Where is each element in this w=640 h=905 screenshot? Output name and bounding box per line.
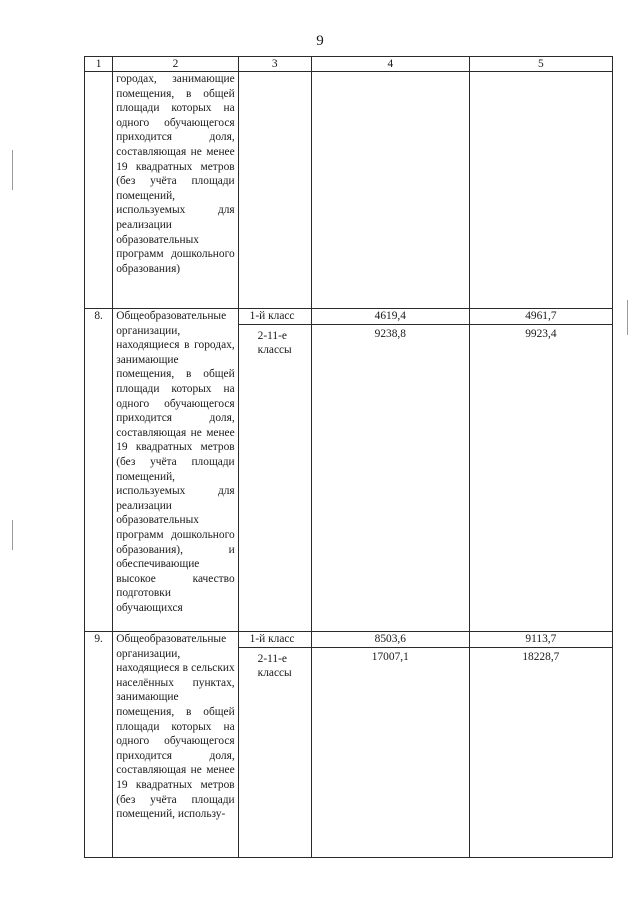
row-value-col4 xyxy=(311,309,469,632)
scan-edge-mark xyxy=(627,300,628,335)
row-description: Общеобразовательные организации, находящиеся в сельских населённых пунктах, занимающие помещения, в общей площади которых на одного обучающегося приходится доля, составляющая не менее 19 квадратных метров (без учёта площади помещений, использу- xyxy=(113,632,238,858)
value-other-classes: 17007,1 xyxy=(371,651,409,663)
value-first-class: 8503,6 xyxy=(312,632,469,648)
column-header-2: 2 xyxy=(113,57,238,72)
scan-edge-mark xyxy=(12,520,13,550)
row-description: городах, занимающие помещения, в общей площади которых на одного обучающегося приходится доля, составляющая не менее 19 квадратных метров (без учёта площади помещений, используемых для реализации образовательных программ дошкольного образования) xyxy=(113,72,238,309)
value-first-class: 9113,7 xyxy=(470,632,612,648)
row-value-col5 xyxy=(469,632,612,858)
column-header-1: 1 xyxy=(85,57,113,72)
value-other-classes: 9238,8 xyxy=(374,328,406,340)
row-class-cell xyxy=(238,72,311,309)
page-number: 9 xyxy=(316,33,324,49)
table-row xyxy=(85,632,613,858)
tariff-table xyxy=(84,56,613,858)
table-row xyxy=(85,309,613,632)
row-number: 9. xyxy=(85,632,113,858)
class-label-first: 1-й класс xyxy=(239,632,311,648)
row-number xyxy=(85,72,113,309)
class-label-first: 1-й класс xyxy=(239,309,311,325)
value-first-class: 4961,7 xyxy=(470,309,612,325)
scan-edge-mark xyxy=(12,150,13,190)
column-header-5: 5 xyxy=(469,57,612,72)
row-value-col4 xyxy=(311,632,469,858)
class-label-rest: 2-11-е классы xyxy=(257,653,292,679)
row-description: Общеобразовательные организации, находящиеся в городах, занимающие помещения, в общей площади которых на одного обучающегося приходится доля, составляющая не менее 19 квадратных метров (без учёта площади помещений, используемых для реализации образовательных программ дошкольного образования), и обеспечивающие высокое качество подготовки обучающихся xyxy=(113,309,238,632)
row-class-cell xyxy=(238,632,311,858)
row-value-col4 xyxy=(311,72,469,309)
value-other-classes: 9923,4 xyxy=(525,328,557,340)
value-first-class: 4619,4 xyxy=(312,309,469,325)
column-header-3: 3 xyxy=(238,57,311,72)
table-row xyxy=(85,72,613,309)
column-header-4: 4 xyxy=(311,57,469,72)
class-label-rest: 2-11-е классы xyxy=(257,330,292,356)
row-value-col5 xyxy=(469,72,612,309)
row-number: 8. xyxy=(85,309,113,632)
row-value-col5 xyxy=(469,309,612,632)
row-class-cell xyxy=(238,309,311,632)
value-other-classes: 18228,7 xyxy=(522,651,560,663)
table-header-row xyxy=(85,57,613,72)
